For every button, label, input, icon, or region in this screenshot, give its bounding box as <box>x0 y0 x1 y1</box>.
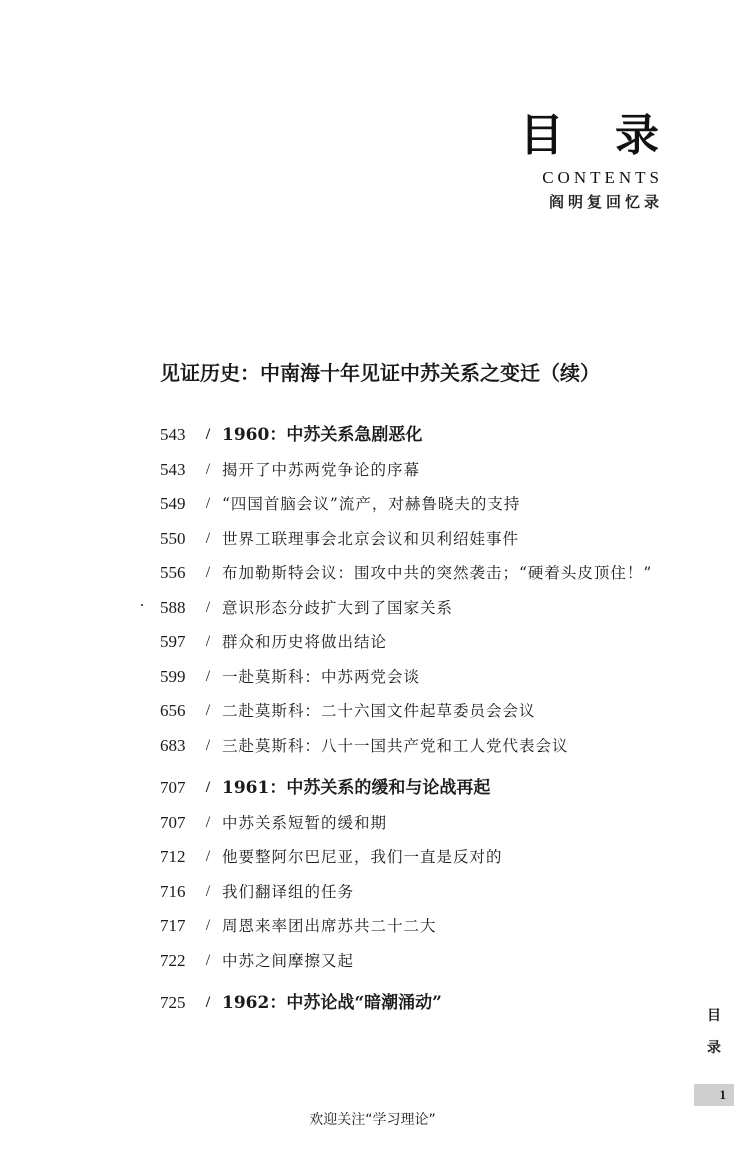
side-section-label <box>706 1000 722 1064</box>
toc-entry[interactable] <box>160 487 680 522</box>
toc-title: “四国首脑会议”流产，对赫鲁晓夫的支持 <box>222 495 521 513</box>
toc-separator: / <box>205 779 211 796</box>
page-number: 1 <box>694 1084 734 1106</box>
toc-page-number: 717 <box>160 916 186 935</box>
toc-page-number: 707 <box>160 812 186 832</box>
toc-title: 1960：中苏关系急剧恶化 <box>222 425 423 445</box>
table-of-contents <box>160 418 680 1021</box>
page-title: 目 录 <box>519 110 677 161</box>
toc-separator: / <box>205 564 211 581</box>
toc-page-number: 712 <box>160 847 186 866</box>
toc-entry[interactable] <box>160 694 680 729</box>
toc-entry[interactable] <box>160 909 680 944</box>
toc-page-number: 656 <box>160 701 186 720</box>
toc-separator: / <box>205 598 211 616</box>
toc-page-number: 597 <box>160 632 186 651</box>
scan-speck <box>141 604 143 606</box>
section-title: 见证历史：中南海十年见证中苏关系之变迁（续） <box>160 361 600 385</box>
toc-page-number: 550 <box>160 528 186 548</box>
toc-entry[interactable] <box>160 875 680 910</box>
footer-note: 欢迎关注“学习理论” <box>309 1112 436 1128</box>
toc-page-number: 549 <box>160 494 186 513</box>
toc-title: 世界工联理事会北京会议和贝利绍娃事件 <box>222 529 520 548</box>
toc-title: 中苏之间摩擦又起 <box>222 951 355 970</box>
toc-entry[interactable] <box>160 591 680 626</box>
toc-page-number: 543 <box>160 459 186 479</box>
toc-title: 中苏关系短暂的缓和期 <box>222 813 388 832</box>
toc-separator: / <box>205 882 211 900</box>
side-label-char: 录 <box>707 1040 721 1056</box>
toc-separator: / <box>205 702 211 719</box>
toc-entry[interactable] <box>160 944 680 979</box>
toc-page-number: 599 <box>160 666 186 686</box>
toc-entry-heading[interactable] <box>160 771 680 806</box>
toc-title: 他要整阿尔巴尼亚，我们一直是反对的 <box>222 848 503 866</box>
toc-page-number: 556 <box>160 563 186 582</box>
toc-separator: / <box>205 460 211 478</box>
toc-entry-heading[interactable] <box>160 986 680 1021</box>
toc-entry[interactable] <box>160 729 680 764</box>
toc-title: 一赴莫斯科：中苏两党会谈 <box>222 667 421 686</box>
contents-header <box>519 110 677 212</box>
toc-entry[interactable] <box>160 556 680 591</box>
toc-title: 三赴莫斯科：八十一国共产党和工人党代表会议 <box>222 736 569 755</box>
toc-page-number: 588 <box>160 597 186 617</box>
toc-separator: / <box>205 633 211 650</box>
toc-title: 周恩来率团出席苏共二十二大 <box>222 917 437 935</box>
toc-title: 揭开了中苏两党争论的序幕 <box>222 460 421 479</box>
toc-entry[interactable] <box>160 806 680 841</box>
toc-separator: / <box>205 917 211 934</box>
toc-separator: / <box>205 667 211 685</box>
toc-title: 意识形态分歧扩大到了国家关系 <box>222 598 454 617</box>
book-subtitle: 阎明复回忆录 <box>548 193 663 211</box>
toc-page-number: 683 <box>160 735 186 755</box>
toc-page-number: 707 <box>160 778 186 797</box>
toc-title: 二赴莫斯科：二十六国文件起草委员会会议 <box>222 702 536 720</box>
toc-separator: / <box>205 994 211 1011</box>
toc-entry[interactable] <box>160 453 680 488</box>
toc-page-number: 722 <box>160 950 186 970</box>
contents-english-label: CONTENTS <box>542 168 663 187</box>
toc-title: 1962：中苏论战“暗潮涌动” <box>222 993 442 1013</box>
toc-separator: / <box>205 848 211 865</box>
toc-separator: / <box>205 529 211 547</box>
toc-page-number: 543 <box>160 425 186 444</box>
toc-entry[interactable] <box>160 840 680 875</box>
toc-separator: / <box>205 426 211 443</box>
toc-separator: / <box>205 813 211 831</box>
toc-page-number: 725 <box>160 993 186 1012</box>
toc-entry-heading[interactable] <box>160 418 680 453</box>
toc-separator: / <box>205 951 211 969</box>
toc-title: 群众和历史将做出结论 <box>222 633 388 651</box>
toc-page-number: 716 <box>160 881 186 901</box>
toc-entry[interactable] <box>160 522 680 557</box>
toc-entry[interactable] <box>160 625 680 660</box>
toc-title: 布加勒斯特会议：围攻中共的突然袭击；“硬着头皮顶住！” <box>222 564 653 582</box>
toc-title: 1961：中苏关系的缓和与论战再起 <box>222 778 491 798</box>
toc-entry[interactable] <box>160 660 680 695</box>
toc-separator: / <box>205 736 211 754</box>
toc-separator: / <box>205 495 211 512</box>
toc-title: 我们翻译组的任务 <box>222 882 355 901</box>
side-label-char: 目 <box>707 1008 721 1024</box>
